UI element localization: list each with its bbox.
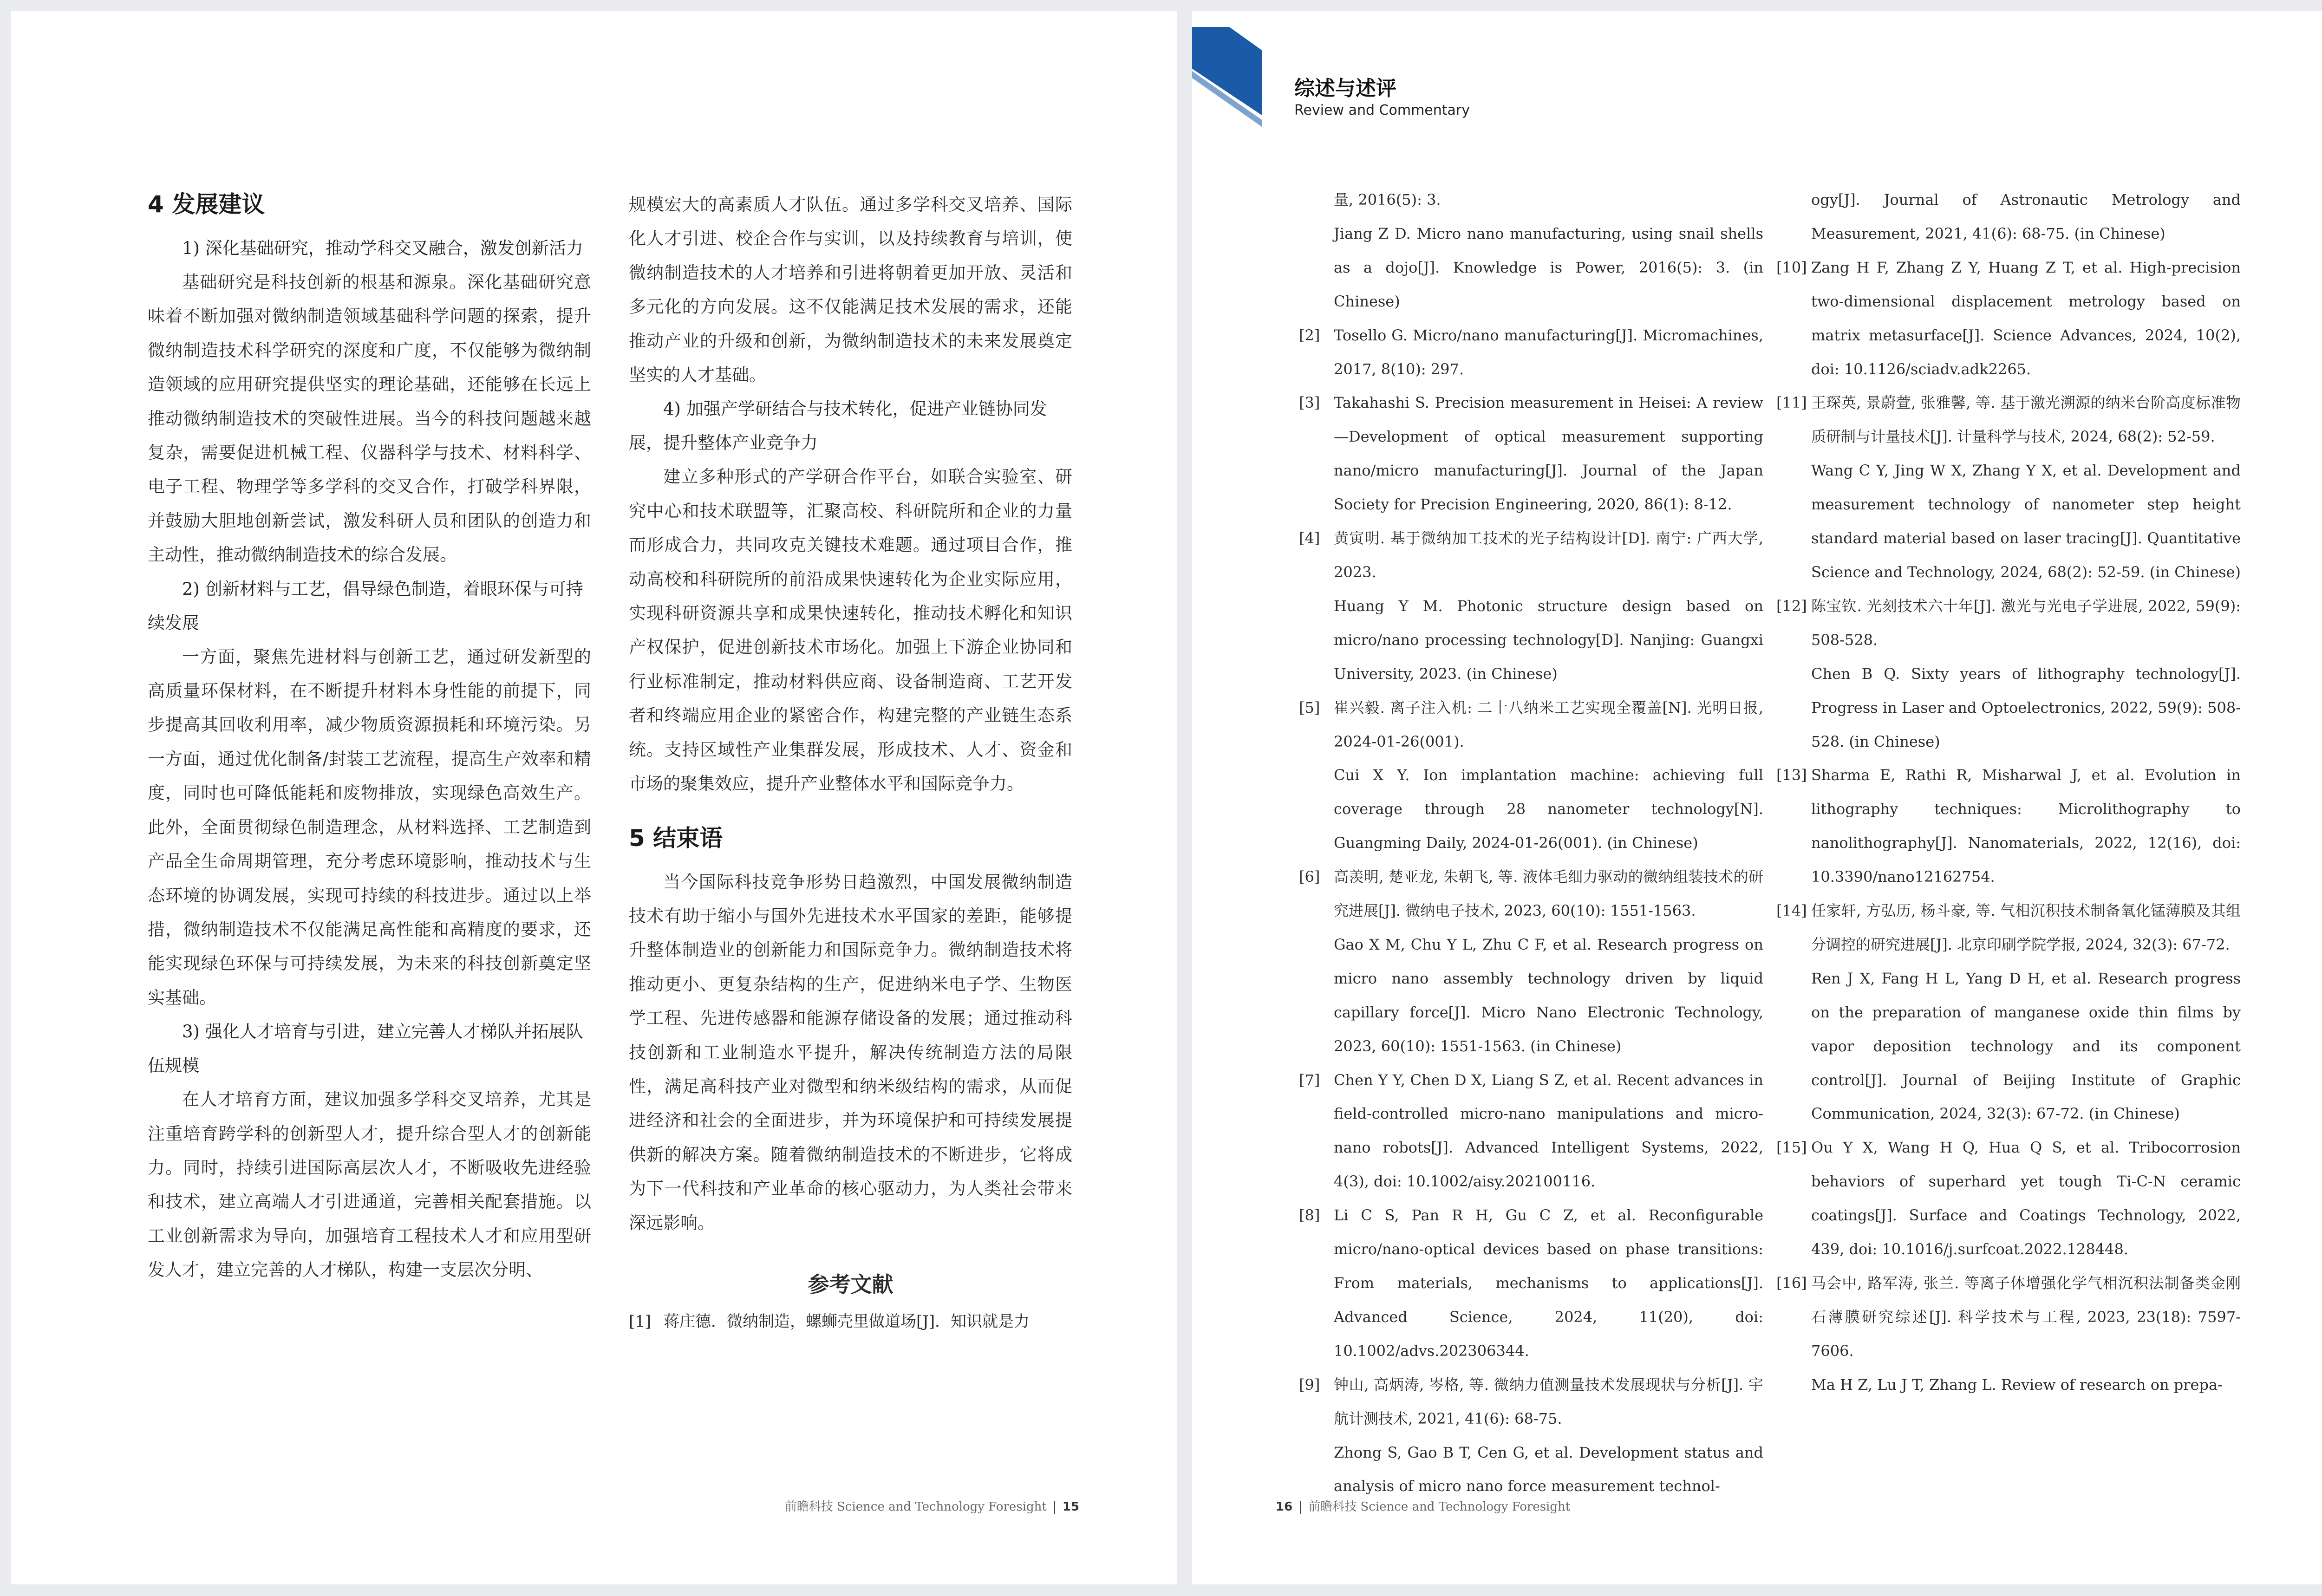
reference-text: Chen B Q. Sixty years of lithography technology[J]. Progress in Laser and Optoelectronics, 2022, 59(9): 508-528. (in Chinese) xyxy=(1811,664,2241,750)
reference-number xyxy=(1299,758,1334,860)
footer-divider xyxy=(1054,1501,1055,1514)
reference-number: [7] xyxy=(1299,1071,1320,1089)
suggestion-4-paragraph: 建立多种形式的产学研合作平台，如联合实验室、研究中心和技术联盟等，汇聚高校、科研院所和企业的力量而形成合力，共同攻克关键技术难题。通过项目合作，推动高校和科研院所的前沿成果快速转化为企业实际应用，实现科研资源共享和成果快速转化，推动技术孵化和知识产权保护，促进创新技术市场化。加强上下游企业协同和行业标准制定，推动材料供应商、设备制造商、工艺开发者和终端应用企业的紧密合作，构建完整的产业链生态系统。支持区域性产业集群发展，形成技术、人才、资金和市场的聚集效应，提升产业整体水平和国际竞争力。 xyxy=(629,467,1072,794)
reference-item xyxy=(1299,928,1763,1063)
suggestion-1-heading: 1) 深化基础研究，推动学科交叉融合，激发创新活力 xyxy=(182,238,583,258)
reference-item xyxy=(629,1305,1072,1339)
suggestion-4-heading: 4) 加强产学研结合与技术转化，促进产业链协同发展，提升整体产业竞争力 xyxy=(629,399,1047,453)
section-header-subtitle: Review and Commentary xyxy=(1294,102,1470,118)
suggestion-2-paragraph: 一方面，聚焦先进材料与创新工艺，通过研发新型的高质量环保材料，在不断提升材料本身性能的前提下，同步提高其回收利用率，减少物质资源损耗和环境污染。另一方面，通过优化制备/封装工艺流程，提高生产效率和精度，同时也可降低能耗和废物排放，实现绿色高效生产。此外，全面贯彻绿色制造理念，从材料选择、工艺制造到产品全生命周期管理，充分考虑环境影响，推动技术与生态环境的协调发展，实现可持续的科技进步。通过以上举措，微纳制造技术不仅能满足高性能和高精度的要求，还能实现绿色环保与可持续发展，为未来的科技创新奠定坚实基础。 xyxy=(148,646,591,1008)
reference-item xyxy=(1776,894,2241,962)
reference-item xyxy=(1299,521,1763,589)
reference-text: ogy[J]. Journal of Astronautic Metrology and Measurement, 2021, 41(6): 68-75. (in Chinese) xyxy=(1811,191,2241,242)
reference-text: Ma H Z, Lu J T, Zhang L. Review of research on prepa- xyxy=(1811,1375,2223,1394)
section-4-heading: 4 发展建议 xyxy=(148,191,265,218)
reference-number xyxy=(1776,962,1811,1131)
reference-text: 高羡明, 楚亚龙, 朱朝飞, 等. 液体毛细力驱动的微纳组装技术的研究进展[J]. 微纳电子技术, 2023, 60(10): 1551-1563. xyxy=(1334,868,1763,920)
reference-item xyxy=(1776,962,2241,1131)
reference-item xyxy=(1299,691,1763,759)
reference-number xyxy=(1299,217,1334,319)
conclusion-paragraph: 当今国际科技竞争形势日趋激烈，中国发展微纳制造技术有助于缩小与国外先进技术水平国家的差距，能够提升整体制造业的创新能力和国际竞争力。微纳制造技术将推动更小、更复杂结构的生产，促进纳米电子学、生物医学工程、先进传感器和能源存储设备的发展；通过推动科技创新和工业制造水平提升，解决传统制造方法的局限性，满足高科技产业对微型和纳米级结构的需求，从而促进经济和社会的全面进步，并为环境保护和可持续发展提供新的解决方案。随着微纳制造技术的不断进步，它将成为下一代科技和产业革命的核心驱动力，为人类社会带来深远影响。 xyxy=(629,872,1072,1233)
reference-number: [9] xyxy=(1299,1375,1320,1394)
reference-text: Tosello G. Micro/nano manufacturing[J]. Micromachines, 2017, 8(10): 297. xyxy=(1334,326,1763,378)
reference-item xyxy=(1299,386,1763,521)
reference-item xyxy=(1299,217,1763,319)
reference-text: Jiang Z D. Micro nano manufacturing, using snail shells as a dojo[J]. Knowledge is Power, 2016(5): 3. (in Chinese) xyxy=(1334,224,1763,310)
reference-number: [5] xyxy=(1299,698,1320,717)
reference-item xyxy=(1299,183,1763,217)
reference-item xyxy=(1776,251,2241,386)
reference-number xyxy=(1776,657,1811,759)
suggestion-1-paragraph: 基础研究是科技创新的根基和源泉。深化基础研究意味着不断加强对微纳制造领域基础科学问题的探索，提升微纳制造技术科学研究的深度和广度，不仅能够为微纳制造领域的应用研究提供坚实的理论基础，还能够在长远上推动微纳制造技术的突破性进展。当今的科技问题越来越复杂，需要促进机械工程、仪器科学与技术、材料科学、电子工程、物理学等多学科的交叉合作，打破学科界限，并鼓励大胆地创新尝试，激发科研人员和团队的创造力和主动性，推动微纳制造技术的综合发展。 xyxy=(148,272,591,565)
suggestion-2-heading: 2) 创新材料与工艺，倡导绿色制造，着眼环保与可持续发展 xyxy=(148,579,583,633)
references-column-2 xyxy=(1776,183,2241,1402)
reference-item xyxy=(1776,183,2241,251)
section-header xyxy=(1294,76,1470,120)
reference-text: Huang Y M. Photonic structure design based on micro/nano processing technology[D]. Nanjing: Guangxi University, 2023. (in Chinese) xyxy=(1334,597,1763,683)
reference-item xyxy=(1299,1199,1763,1368)
left-column-1 xyxy=(148,188,591,1287)
left-page xyxy=(11,11,1177,1584)
reference-item xyxy=(1776,454,2241,589)
reference-number: [12] xyxy=(1776,597,1807,615)
reference-text: Takahashi S. Precision measurement in Heisei: A review—Development of optical measurement supporting nano/micro manufacturing[J]. Journal of the Japan Society for Precision Engineering, 2020, 86(1): 8-12. xyxy=(1334,394,1763,514)
suggestion-3-paragraph: 在人才培育方面，建议加强多学科交叉培养，尤其是注重培育跨学科的创新型人才，提升综合型人才的创新能力。同时，持续引进国际高层次人才，不断吸收先进经验和技术，建立高端人才引进通道，完善相关配套措施。以工业创新需求为导向，加强培育工程技术人才和应用型研发人才，建立完善的人才梯队，构建一支层次分明、 xyxy=(148,1089,591,1280)
reference-text: Wang C Y, Jing W X, Zhang Y X, et al. Development and measurement technology of nanometer step height standard material based on laser tracing[J]. Quantitative Science and Technology, 2024, 68(2): 52-59. (in Chinese) xyxy=(1811,462,2241,581)
reference-item xyxy=(1299,860,1763,928)
reference-number: [2] xyxy=(1299,326,1320,344)
reference-number: [14] xyxy=(1776,902,1807,920)
suggestion-3-heading: 3) 强化人才培育与引进，建立完善人才梯队并拓展队伍规模 xyxy=(148,1022,583,1076)
reference-number xyxy=(1299,1436,1334,1504)
reference-item xyxy=(1776,1368,2241,1402)
section-5-heading: 5 结束语 xyxy=(629,824,723,852)
reference-item xyxy=(1776,657,2241,759)
reference-number: [1] xyxy=(629,1312,652,1331)
section-header-title: 综述与述评 xyxy=(1294,77,1396,100)
reference-text: Ren J X, Fang H L, Yang D H, et al. Research progress on the preparation of manganese oxide thin films by vapor deposition technology and its component control[J]. Journal of Beijing Institute of Graphic Communication, 2024, 32(3): 67-72. (in Chinese) xyxy=(1811,969,2241,1123)
reference-item xyxy=(1299,1368,1763,1436)
reference-item xyxy=(1776,589,2241,657)
reference-text: Sharma E, Rathi R, Misharwal J, et al. Evolution in lithography techniques: Microlithography to nanolithography[J]. Nanomaterials, 2022, 12(16), doi: 10.3390/nano12162754. xyxy=(1811,766,2241,886)
reference-item xyxy=(1776,1266,2241,1368)
reference-item xyxy=(1299,758,1763,860)
reference-item xyxy=(1299,589,1763,691)
reference-number: [6] xyxy=(1299,868,1320,886)
reference-item xyxy=(1299,1063,1763,1199)
reference-number: [3] xyxy=(1299,394,1320,412)
reference-number: [4] xyxy=(1299,529,1320,547)
reference-number xyxy=(1299,928,1334,1063)
reference-text: 量, 2016(5): 3. xyxy=(1334,191,1441,208)
reference-number: [16] xyxy=(1776,1274,1807,1292)
reference-text: 崔兴毅. 离子注入机: 二十八纳米工艺实现全覆盖[N]. 光明日报, 2024-01-26(001). xyxy=(1334,698,1763,750)
reference-item xyxy=(1299,1436,1763,1504)
reference-item xyxy=(1776,386,2241,454)
reference-number: [15] xyxy=(1776,1139,1807,1157)
reference-text: Chen Y Y, Chen D X, Liang S Z, et al. Recent advances in field-controlled micro-nano manipulations and micro-nano robots[J]. Advanced Intelligent Systems, 2022, 4(3), doi: 10.1002/aisy.202100116. xyxy=(1334,1071,1763,1191)
reference-text: 蒋庄德．微纳制造，螺蛳壳里做道场[J]．知识就是力 xyxy=(664,1312,1030,1331)
suggestion-3-paragraph-continued: 规模宏大的高素质人才队伍。通过多学科交叉培养、国际化人才引进、校企合作与实训，以及持续教育与培训，使微纳制造技术的人才培养和引进将朝着更加开放、灵活和多元化的方向发展。这不仅能满足技术发展的需求，还能推动产业的升级和创新，为微纳制造技术的未来发展奠定坚实的人才基础。 xyxy=(629,195,1072,385)
left-column-2 xyxy=(629,188,1072,1339)
reference-text: 王琛英, 景蔚萱, 张雅馨, 等. 基于激光溯源的纳米台阶高度标准物质研制与计量技术[J]. 计量科学与技术, 2024, 68(2): 52-59. xyxy=(1811,394,2241,446)
reference-number xyxy=(1299,589,1334,691)
reference-text: Zhong S, Gao B T, Cen G, et al. Development status and analysis of micro nano force measurement technol- xyxy=(1334,1443,1763,1495)
reference-text: Ou Y X, Wang H Q, Hua Q S, et al. Tribocorrosion behaviors of superhard yet tough Ti-C-N ceramic coatings[J]. Surface and Coatings Technology, 2022, 439, doi: 10.1016/j.surfcoat.2022.128448. xyxy=(1811,1139,2241,1258)
section-banner-icon xyxy=(1192,27,1262,129)
reference-item xyxy=(1299,319,1763,386)
reference-text: Cui X Y. Ion implantation machine: achieving full coverage through 28 nanometer technology[N]. Guangming Daily, 2024-01-26(001). (in Chinese) xyxy=(1334,766,1763,852)
reference-text: 马会中, 路军涛, 张兰. 等离子体增强化学气相沉积法制备类金刚石薄膜研究综述[J]. 科学技术与工程, 2023, 23(18): 7597-7606. xyxy=(1811,1274,2241,1360)
reference-number xyxy=(1776,183,1811,251)
reference-number: [13] xyxy=(1776,766,1807,784)
footer-journal: 前瞻科技 Science and Technology Foresight xyxy=(784,1500,1047,1514)
reference-number xyxy=(1776,454,1811,589)
reference-number xyxy=(1776,1368,1811,1402)
page-number: 16 xyxy=(1276,1500,1293,1514)
reference-text: Zang H F, Zhang Z Y, Huang Z T, et al. High-precision two-dimensional displacement metrology based on matrix metasurface[J]. Science Advances, 2024, 10(2), doi: 10.1126/sciadv.adk2265. xyxy=(1811,258,2241,378)
page-footer xyxy=(1276,1497,1570,1514)
reference-item xyxy=(1776,758,2241,894)
page-footer xyxy=(785,1497,1079,1514)
reference-text: Gao X M, Chu Y L, Zhu C F, et al. Research progress on micro nano assembly technology driven by liquid capillary force[J]. Micro Nano Electronic Technology, 2023, 60(10): 1551-1563. (in Chinese) xyxy=(1334,935,1763,1055)
reference-number xyxy=(1299,183,1334,217)
footer-divider xyxy=(1300,1501,1301,1514)
reference-number: [8] xyxy=(1299,1206,1320,1225)
references-title: 参考文献 xyxy=(808,1271,894,1297)
reference-text: 钟山, 高炳涛, 岑格, 等. 微纳力值测量技术发展现状与分析[J]. 宇航计测技术, 2021, 41(6): 68-75. xyxy=(1334,1375,1763,1427)
reference-text: Li C S, Pan R H, Gu C Z, et al. Reconfigurable micro/nano-optical devices based on phase transitions: From materials, mechanisms to applications[J]. Advanced Science, 2024, 11(20), doi: 10.1002/advs.202306344. xyxy=(1334,1206,1763,1360)
reference-number: [10] xyxy=(1776,258,1807,276)
reference-number: [11] xyxy=(1776,394,1807,412)
references-column-1 xyxy=(1299,183,1763,1503)
reference-text: 任家轩, 方弘历, 杨斗豪, 等. 气相沉积技术制备氧化锰薄膜及其组分调控的研究进展[J]. 北京印刷学院学报, 2024, 32(3): 67-72. xyxy=(1811,902,2241,953)
reference-text: 黄寅明. 基于微纳加工技术的光子结构设计[D]. 南宁: 广西大学, 2023. xyxy=(1334,529,1763,581)
page-number: 15 xyxy=(1062,1500,1079,1514)
reference-item xyxy=(1776,1131,2241,1266)
right-page xyxy=(1192,11,2322,1584)
reference-text: 陈宝钦. 光刻技术六十年[J]. 激光与光电子学进展, 2022, 59(9): 508-528. xyxy=(1811,597,2241,649)
footer-journal: 前瞻科技 Science and Technology Foresight xyxy=(1308,1500,1571,1514)
